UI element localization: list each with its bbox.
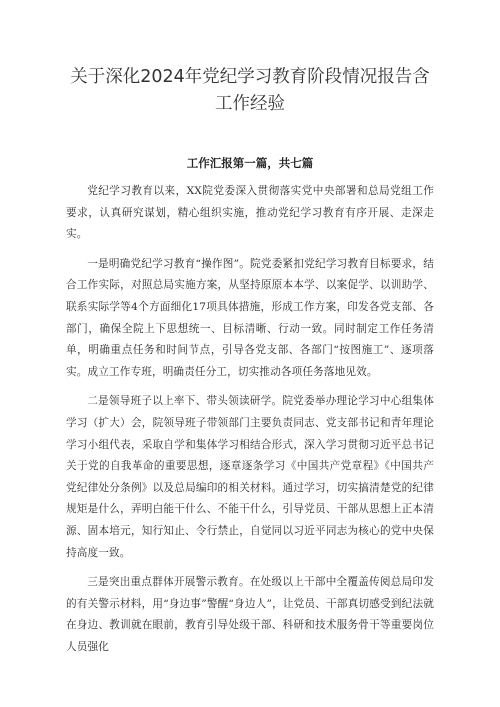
document-title: 关于深化2024年党纪学习教育阶段情况报告含工作经验 xyxy=(70,67,430,114)
paragraph-intro: 党纪学习教育以来，XX院党委深入贯彻落实党中央部署和总局党组工作要求，认真研究谋划，精心组织实施，推动党纪学习教育有序开展、走深走实。 xyxy=(66,185,434,241)
paragraph-point-one: 一是明确党纪学习教育“操作图”。院党委紧扣党纪学习教育目标要求，结合工作实际，对照总局实施方案，从坚持原原本本学、以案促学、以训助学、联系实际学等4个方面细化17项具体措施，形成工作方案，印发各党支部、各部门，确保全院上下思想统一、目标清晰、行动一致。同时制定工作任务清单，明确重点任务和时间节点，引导各党支部、各部门“按图施工”、逐项落实。成立工作专班，明确责任分工，切实推动各项任务落地见效。 xyxy=(66,257,434,378)
document-subtitle: 工作汇报第一篇，共七篇 xyxy=(186,156,314,170)
paragraph-point-three: 三是突出重点群体开展警示教育。在处级以上干部中全覆盖传阅总局印发的有关警示材料，用“身边事”警醒“身边人”，让党员、干部真切感受到纪法就在身边、教训就在眼前，教育引导处级干部、科研和技术服务骨干等重要岗位人员强化 xyxy=(66,576,434,653)
paragraph-point-two: 二是领导班子以上率下、带头领读研学。院党委举办理论学习中心组集体学习（扩大）会，院领导班子带领部门主要负责同志、党支部书记和青年理论学习小组代表，采取自学和集体学习相结合形式，深入学习贯彻习近平总书记关于党的自我革命的重要思想，逐章逐条学习《中国共产党章程》《中国共产党纪律处分条例》以及总局编印的相关材料。通过学习，切实搞清楚党的纪律规矩是什么，弄明白能干什么、不能干什么，引导党员、干部从思想上正本清源、固本培元，知行知止、令行禁止，自觉同以习近平同志为核心的党中央保持高度一致。 xyxy=(66,395,434,559)
